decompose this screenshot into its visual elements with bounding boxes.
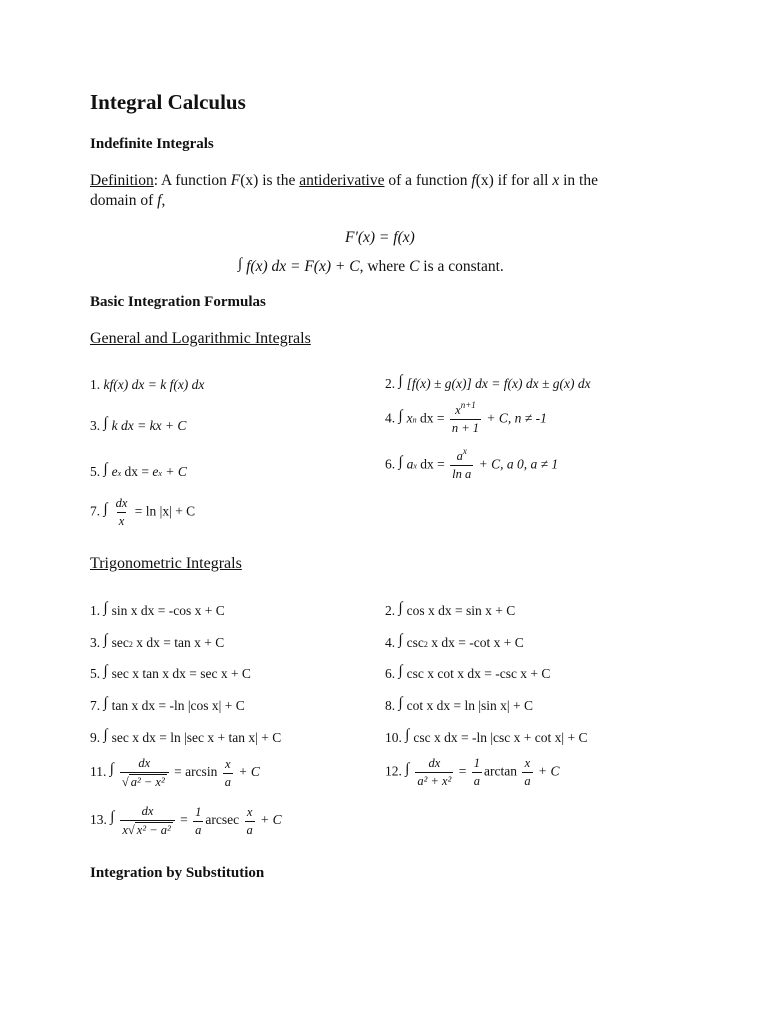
formula-trig-2	[385, 600, 516, 620]
formula-general-1	[90, 377, 204, 393]
definition-text: if for all	[493, 172, 553, 189]
formula-number: 2.	[385, 376, 396, 391]
formula-general-7	[90, 496, 195, 529]
formula-expr: csc x cot x dx = -csc x + C	[406, 666, 551, 681]
formula-part: = ln |x| + C	[131, 503, 196, 519]
definition-xv: x	[552, 172, 560, 189]
fraction-denominator: x	[118, 514, 125, 528]
formula-part: e	[152, 464, 159, 479]
formula-part: x	[122, 823, 128, 837]
formula-number: 4.	[385, 635, 396, 650]
formula-part: x dx = tan x + C	[132, 635, 225, 650]
formula-number: 2.	[385, 603, 396, 618]
fraction-numerator: 1	[473, 756, 480, 770]
fraction-numerator: dx	[428, 756, 441, 770]
integral-icon: ∫	[103, 663, 108, 679]
section-heading-indefinite: Indefinite Integrals	[90, 136, 214, 152]
formula-part: + C	[161, 464, 187, 479]
fraction-sup: x	[462, 446, 467, 456]
formula-sub: 2	[128, 640, 133, 649]
formula-general-2	[385, 373, 591, 393]
page-title: Integral Calculus	[90, 90, 246, 114]
display-C: C	[409, 258, 420, 275]
formula-expr: cos x dx = sin x + C	[406, 603, 516, 618]
fraction-denominator: √ a² − x²	[120, 772, 169, 790]
formula-part: arcsec	[205, 812, 243, 828]
integral-icon: ∫	[103, 461, 108, 477]
formula-number: 5.	[90, 666, 101, 681]
integral-icon: ∫	[398, 632, 403, 648]
formula-number: 3.	[90, 635, 101, 650]
formula-trig-3	[90, 632, 225, 652]
section-heading-general-log: General and Logarithmic Integrals	[90, 330, 311, 347]
fraction-denominator: n + 1	[451, 421, 480, 435]
formula-trig-4	[385, 632, 524, 652]
fraction	[245, 805, 255, 838]
formula-expr: kf(x) dx = k f(x) dx	[103, 377, 205, 392]
definition-x: (x)	[475, 172, 494, 189]
formula-number: 1.	[90, 377, 101, 392]
fraction	[415, 756, 453, 789]
fraction	[114, 496, 130, 529]
formula-trig-7	[90, 695, 245, 715]
formula-part: sec	[111, 635, 129, 650]
fraction-denominator: a	[246, 822, 253, 837]
definition-f: f	[157, 192, 162, 209]
integral-icon: ∫	[398, 407, 403, 424]
definition-line-1	[90, 171, 598, 191]
integral-icon: ∫	[103, 632, 108, 648]
formula-trig-5	[90, 663, 251, 683]
integral-icon: ∫	[405, 727, 410, 743]
formula-part: + C	[534, 763, 560, 779]
fraction	[193, 805, 203, 838]
fraction-numerator: 1	[195, 804, 202, 819]
formula-part: arctan	[483, 763, 521, 779]
fraction	[472, 756, 482, 789]
formula-expr: sec x tan x dx = sec x + C	[111, 666, 251, 681]
definition-line-2	[90, 191, 165, 211]
integral-icon: ∫	[103, 695, 108, 711]
definition-x: (x)	[240, 172, 259, 189]
definition-text: of a function	[384, 172, 472, 189]
formula-part: csc	[406, 635, 424, 650]
formula-part: a	[406, 456, 414, 472]
display-text: is a constant.	[419, 258, 504, 275]
integral-icon: ∫	[103, 500, 108, 517]
formula-number: 3.	[90, 418, 101, 433]
formula-sub: 2	[423, 640, 428, 649]
formula-number: 4.	[385, 410, 396, 426]
formula-part: + C, a 0, a ≠ 1	[475, 456, 559, 472]
fraction-denominator: ln a	[452, 467, 472, 481]
fraction-numerator: a	[456, 449, 463, 463]
integral-icon: ∫	[405, 760, 410, 777]
formula-general-5	[90, 461, 187, 481]
display-expr: f(x) dx = F(x) + C	[246, 258, 360, 275]
formula-expr: sec x dx = ln |sec x + tan x| + C	[111, 730, 282, 745]
formula-trig-10	[385, 727, 588, 747]
formula-sub: x	[117, 469, 122, 478]
fraction	[450, 400, 481, 436]
radicand: a² − x²	[130, 775, 165, 789]
formula-number: 13.	[90, 812, 107, 828]
integral-icon: ∫	[398, 600, 403, 616]
display-equation-1: F′(x) = f(x)	[345, 229, 415, 246]
formula-part: x dx = -cot x + C	[427, 635, 524, 650]
formula-trig-12	[385, 756, 559, 789]
fraction-denominator: a	[224, 774, 231, 789]
fraction-numerator: x	[455, 403, 461, 417]
section-heading-substitution: Integration by Substitution	[90, 865, 265, 881]
fraction-numerator: x	[246, 804, 253, 819]
fraction-numerator: dx	[115, 496, 128, 510]
formula-expr: cot x dx = ln |sin x| + C	[406, 698, 533, 713]
formula-number: 8.	[385, 698, 396, 713]
formula-part: + C	[256, 812, 282, 828]
integral-icon: ∫	[398, 373, 403, 389]
fraction-numerator: x	[225, 756, 231, 771]
integral-icon: ∫	[103, 415, 108, 431]
integral-icon: ∫	[398, 695, 403, 711]
definition-text: domain of	[90, 192, 158, 209]
formula-number: 12.	[385, 763, 402, 779]
formula-number: 6.	[385, 456, 396, 472]
formula-number: 7.	[90, 698, 101, 713]
formula-number: 10.	[385, 730, 402, 745]
formula-trig-1	[90, 600, 225, 620]
formula-sub: x	[413, 461, 417, 471]
fraction-numerator: dx	[141, 804, 154, 818]
integral-icon: ∫	[238, 256, 243, 272]
formula-number: 9.	[90, 730, 101, 745]
radicand: x² − a²	[136, 823, 171, 837]
formula-part: dx =	[121, 464, 153, 479]
formula-number: 11.	[90, 764, 107, 780]
formula-part: + C, n ≠ -1	[483, 410, 547, 426]
formula-trig-11	[90, 756, 260, 790]
formula-part: =	[176, 812, 192, 828]
formula-expr: [f(x) ± g(x)] dx = f(x) dx ± g(x) dx	[406, 376, 591, 391]
formula-general-4	[385, 400, 547, 436]
formula-general-3	[90, 415, 187, 435]
formula-part: e	[111, 464, 118, 479]
formula-sub: x	[158, 469, 162, 478]
formula-number: 5.	[90, 464, 101, 479]
fraction-denominator: a	[195, 822, 202, 837]
integral-icon: ∫	[103, 727, 108, 743]
fraction-denominator: a² + x²	[417, 774, 452, 788]
formula-general-6	[385, 446, 559, 482]
fraction	[450, 446, 473, 482]
formula-part: + C	[234, 764, 260, 780]
section-heading-basic: Basic Integration Formulas	[90, 294, 266, 310]
integral-icon: ∫	[110, 809, 115, 826]
fraction-numerator: x	[524, 756, 531, 770]
fraction	[223, 757, 233, 790]
definition-F: F	[230, 172, 241, 189]
fraction-numerator: dx	[138, 756, 151, 770]
formula-number: 6.	[385, 666, 396, 681]
formula-number: 7.	[90, 503, 101, 519]
fraction-sup: n+1	[460, 400, 476, 410]
fraction-denominator: a	[524, 774, 531, 788]
antiderivative-term: antiderivative	[299, 172, 385, 189]
formula-trig-13	[90, 804, 282, 838]
formula-expr: k dx = kx + C	[111, 418, 187, 433]
formula-sub: n	[412, 415, 417, 425]
definition-text: in the	[559, 172, 598, 189]
definition-label: Definition	[90, 172, 154, 189]
formula-trig-6	[385, 663, 551, 683]
fraction-denominator: a	[473, 774, 480, 788]
section-heading-trig: Trigonometric Integrals	[90, 555, 242, 572]
integral-icon: ∫	[398, 453, 403, 470]
integral-icon: ∫	[103, 600, 108, 616]
fraction	[120, 756, 169, 790]
integral-icon: ∫	[398, 663, 403, 679]
formula-expr: csc x dx = -ln |csc x + cot x| + C	[413, 730, 588, 745]
formula-part: = arcsin	[170, 764, 221, 780]
formula-trig-8	[385, 695, 533, 715]
formula-number: 1.	[90, 603, 101, 618]
display-text: , where	[359, 258, 410, 275]
formula-expr: sin x dx = -cos x + C	[111, 603, 225, 618]
definition-text: : A function	[153, 172, 231, 189]
fraction	[120, 804, 174, 838]
formula-part: x	[406, 410, 413, 426]
formula-trig-9	[90, 727, 282, 747]
definition-f: f	[471, 172, 476, 189]
formula-part: dx =	[416, 410, 448, 426]
definition-text: ,	[161, 192, 166, 209]
formula-part: =	[455, 763, 470, 779]
formula-expr: tan x dx = -ln |cos x| + C	[111, 698, 245, 713]
fraction	[522, 756, 532, 789]
integral-icon: ∫	[109, 761, 114, 778]
definition-text: is the	[258, 172, 300, 189]
display-equation-2	[238, 257, 504, 277]
fraction-denominator: x√ x² − a²	[120, 820, 174, 838]
formula-part: dx =	[416, 456, 449, 472]
